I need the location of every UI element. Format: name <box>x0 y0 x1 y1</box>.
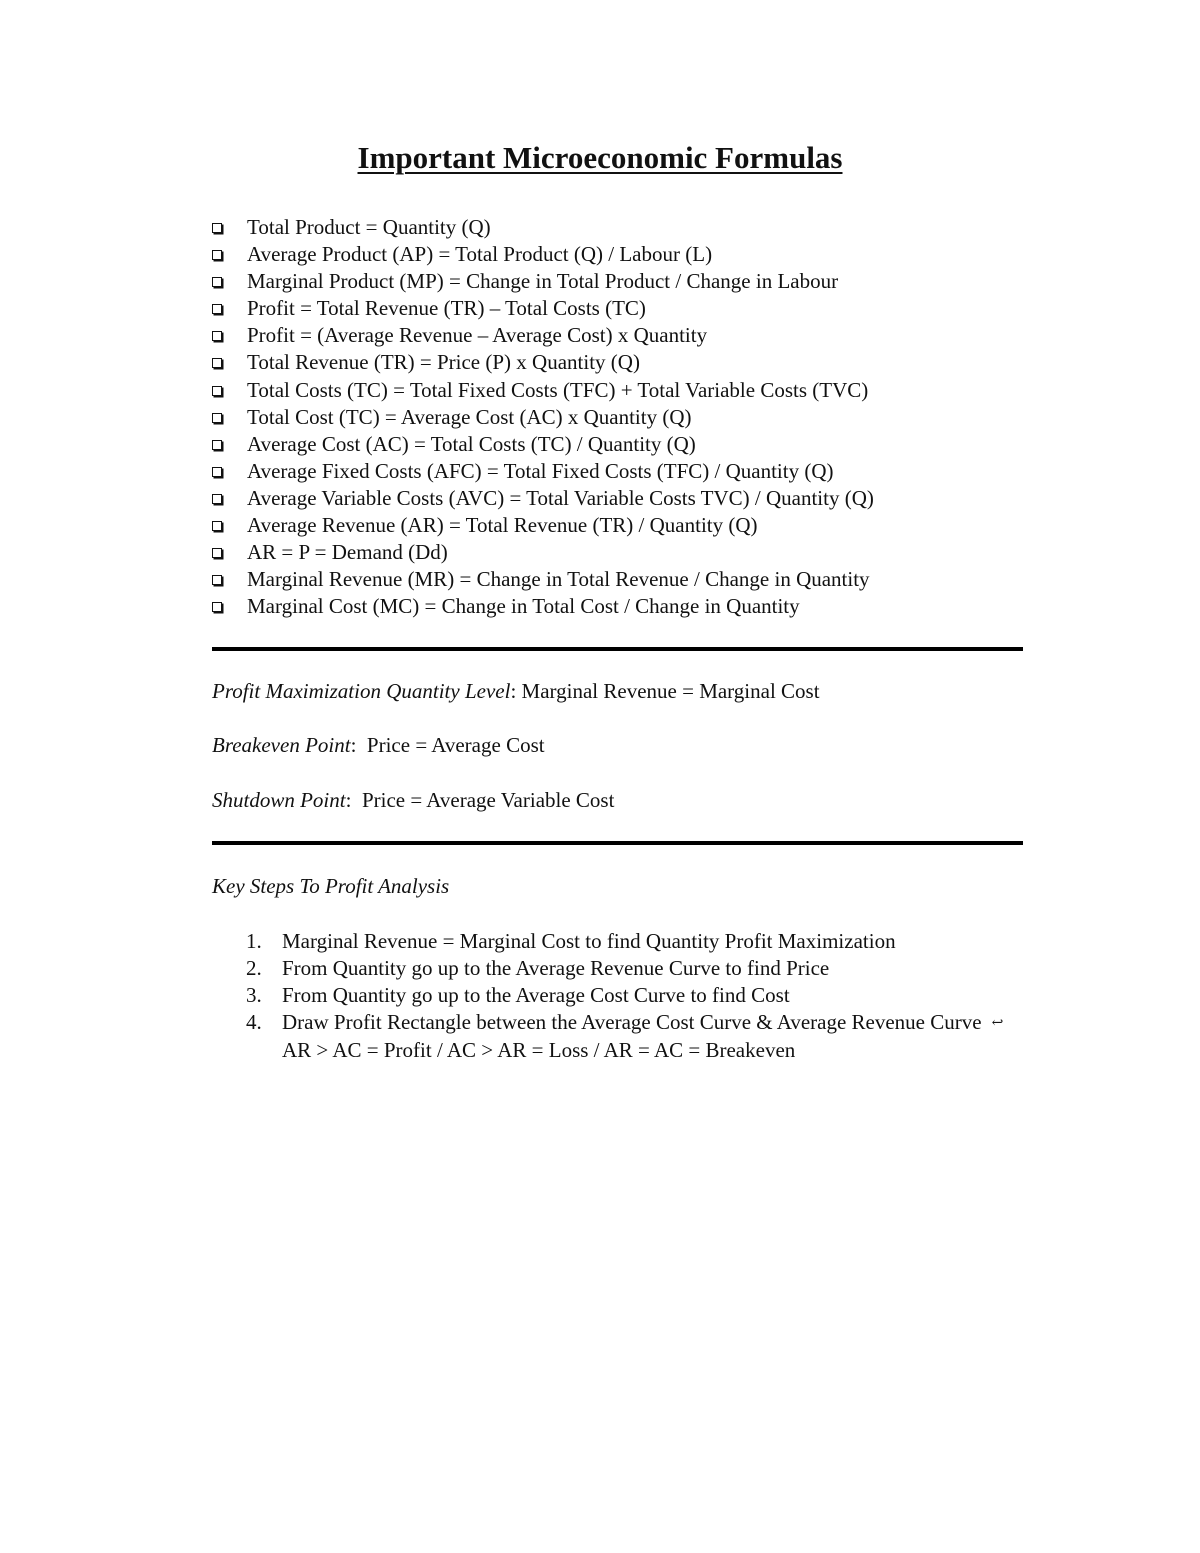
definition-value: Marginal Revenue = Marginal Cost <box>521 679 820 703</box>
section-divider <box>212 647 1023 651</box>
formula-item <box>212 593 1032 620</box>
formula-text: Profit = (Average Revenue – Average Cost) x Quantity <box>247 323 708 348</box>
formula-item <box>212 349 1032 376</box>
formula-item <box>212 512 1032 539</box>
formula-item <box>212 295 1032 322</box>
square-bullet-icon <box>212 250 222 260</box>
formula-text: AR = P = Demand (Dd) <box>247 540 448 565</box>
square-bullet-icon <box>212 413 222 423</box>
page-title: Important Microeconomic Formulas <box>357 140 843 175</box>
formula-text: Average Revenue (AR) = Total Revenue (TR) / Quantity (Q) <box>247 513 758 538</box>
square-bullet-icon <box>212 386 222 396</box>
square-bullet-icon <box>212 521 222 531</box>
formula-text: Marginal Cost (MC) = Change in Total Cost / Change in Quantity <box>247 594 800 619</box>
formula-item <box>212 268 1032 295</box>
definition-term: Profit Maximization Quantity Level <box>212 679 511 703</box>
square-bullet-icon <box>212 602 222 612</box>
formula-item <box>212 485 1032 512</box>
definition-separator: : <box>345 788 352 812</box>
step-item <box>212 982 1032 1009</box>
step-text: Marginal Revenue = Marginal Cost to find Quantity Profit Maximization <box>282 929 896 953</box>
formula-item <box>212 322 1032 349</box>
formula-text: Marginal Revenue (MR) = Change in Total Revenue / Change in Quantity <box>247 567 870 592</box>
definition-separator: : <box>350 733 357 757</box>
formula-text: Profit = Total Revenue (TR) – Total Costs (TC) <box>247 296 646 321</box>
step-item <box>212 955 1032 982</box>
definition-breakeven-point <box>212 733 545 758</box>
section-divider <box>212 841 1023 845</box>
steps-heading: Key Steps To Profit Analysis <box>212 874 450 898</box>
definition-value: Price = Average Cost <box>366 733 545 757</box>
square-bullet-icon <box>212 223 222 233</box>
formula-item <box>212 431 1032 458</box>
step-item <box>212 1009 1032 1064</box>
square-bullet-icon <box>212 304 222 314</box>
formula-item <box>212 539 1032 566</box>
formula-list <box>212 214 1032 620</box>
formula-text: Total Cost (TC) = Average Cost (AC) x Quantity (Q) <box>247 404 692 429</box>
square-bullet-icon <box>212 331 222 341</box>
steps-list <box>212 928 1032 1064</box>
formula-item <box>212 458 1032 485</box>
step-number: 4. <box>246 1010 262 1035</box>
square-bullet-icon <box>212 277 222 287</box>
arrow-icon: ↩ <box>991 1016 1004 1032</box>
formula-text: Average Fixed Costs (AFC) = Total Fixed Costs (TFC) / Quantity (Q) <box>247 458 834 483</box>
formula-text: Average Variable Costs (AVC) = Total Variable Costs TVC) / Quantity (Q) <box>247 485 874 510</box>
square-bullet-icon <box>212 440 222 450</box>
square-bullet-icon <box>212 548 222 558</box>
formula-text: Marginal Product (MP) = Change in Total Product / Change in Labour <box>247 269 839 294</box>
definition-value: Price = Average Variable Cost <box>361 788 615 812</box>
step-result: AR > AC = Profit / AC > AR = Loss / AR = AC = Breakeven <box>282 1038 796 1063</box>
step-number: 3. <box>246 983 262 1008</box>
step-number: 2. <box>246 956 262 981</box>
formula-text: Total Costs (TC) = Total Fixed Costs (TFC) + Total Variable Costs (TVC) <box>247 377 869 402</box>
step-text: From Quantity go up to the Average Revenue Curve to find Price <box>282 956 830 981</box>
definition-profit-maximization <box>212 679 820 704</box>
formula-text: Total Product = Quantity (Q) <box>247 215 491 239</box>
formula-item <box>212 404 1032 431</box>
formula-text: Total Revenue (TR) = Price (P) x Quantity (Q) <box>247 350 640 375</box>
square-bullet-icon <box>212 575 222 585</box>
definition-shutdown-point <box>212 788 614 813</box>
formula-text: Average Product (AP) = Total Product (Q) / Labour (L) <box>247 242 713 267</box>
definition-term: Shutdown Point <box>212 788 346 812</box>
formula-text: Average Cost (AC) = Total Costs (TC) / Quantity (Q) <box>247 431 696 456</box>
definition-term: Breakeven Point <box>212 733 351 757</box>
step-number: 1. <box>246 929 262 953</box>
formula-item <box>212 241 1032 268</box>
square-bullet-icon <box>212 494 222 504</box>
definition-separator: : <box>510 679 517 703</box>
formula-item <box>212 214 1032 241</box>
square-bullet-icon <box>212 358 222 368</box>
formula-item <box>212 377 1032 404</box>
step-text: From Quantity go up to the Average Cost Curve to find Cost <box>282 983 790 1008</box>
step-text: Draw Profit Rectangle between the Average Cost Curve & Average Revenue Curve <box>282 1010 982 1035</box>
step-item <box>212 928 1032 955</box>
formula-item <box>212 566 1032 593</box>
square-bullet-icon <box>212 467 222 477</box>
